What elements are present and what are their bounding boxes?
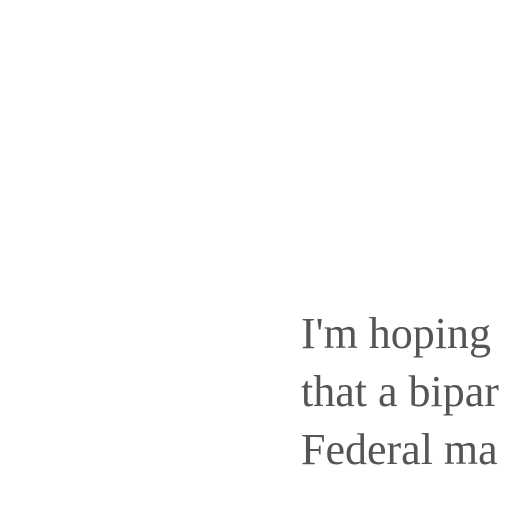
text-line-1: I'm hoping bbox=[301, 309, 492, 358]
body-text bbox=[301, 305, 512, 479]
text-line-3: Federal ma bbox=[301, 425, 498, 474]
text-line-2: that a bipar bbox=[301, 367, 499, 416]
